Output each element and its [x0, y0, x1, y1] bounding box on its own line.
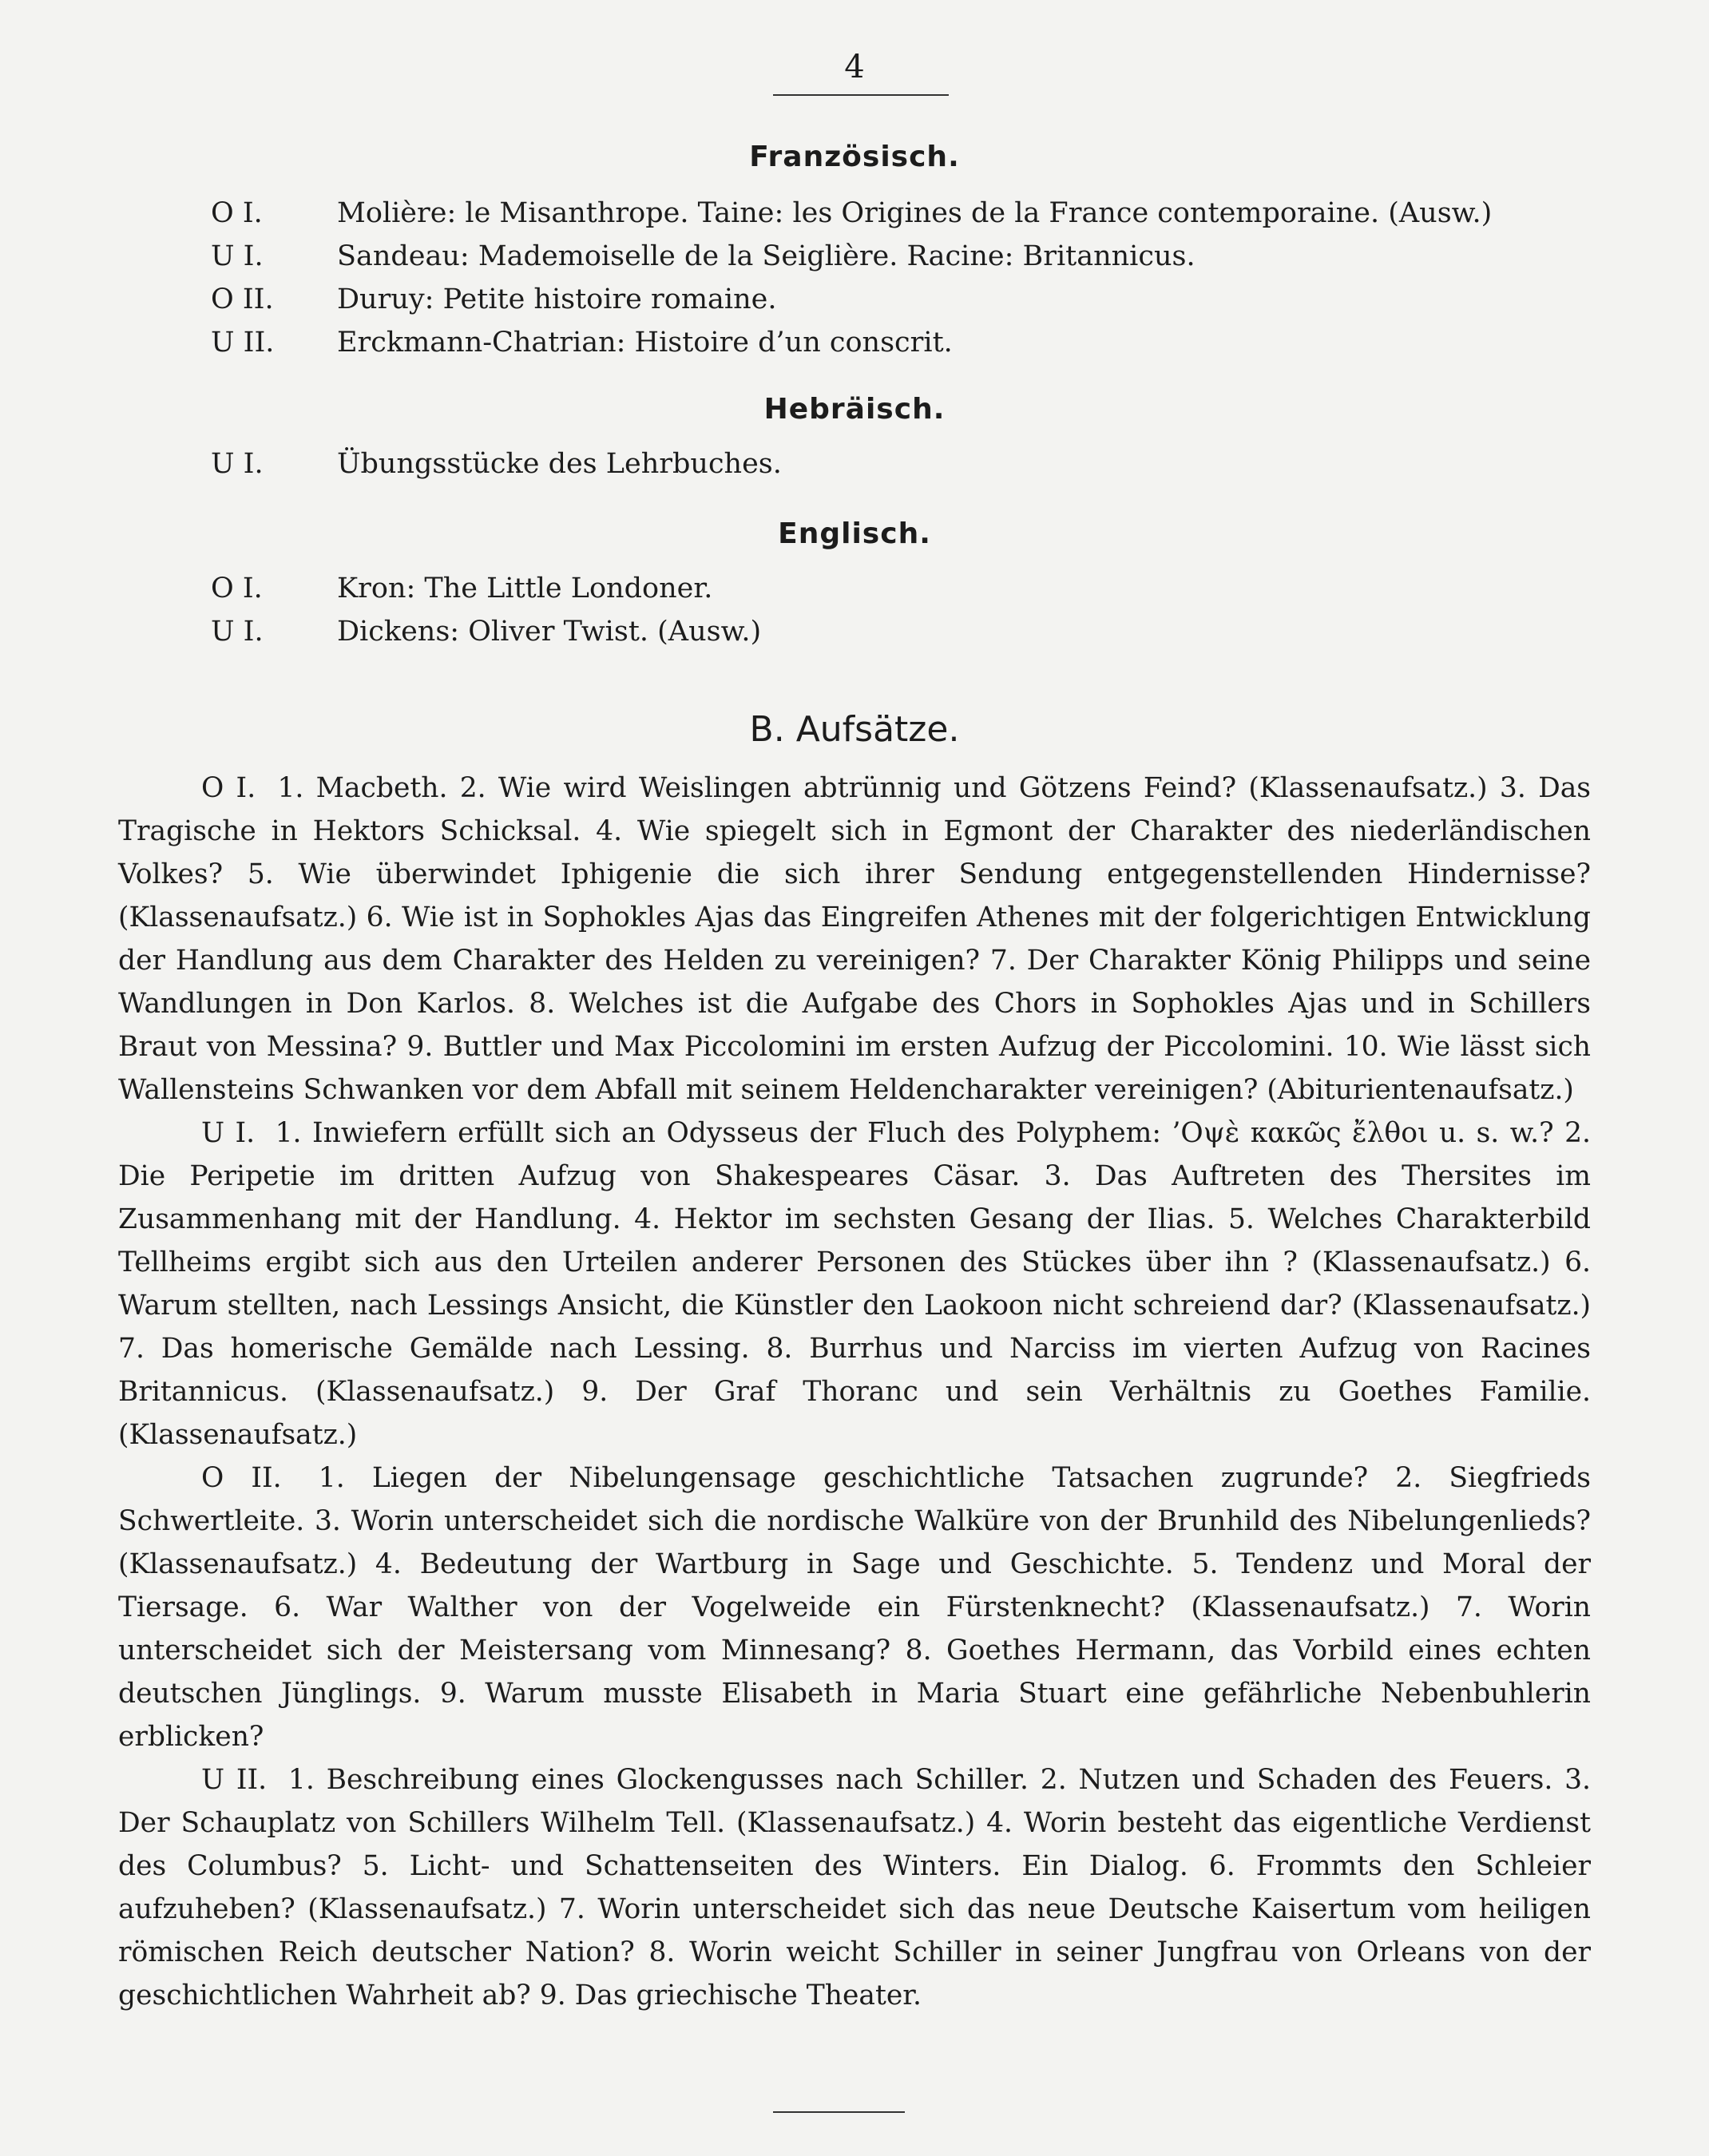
heading-essays: B. Aufsätze. — [749, 709, 960, 750]
top-rule — [773, 94, 949, 96]
class-label: O II. — [201, 1462, 282, 1494]
reading-row — [211, 235, 1600, 278]
reading-text: Kron: The Little Londoner. — [337, 573, 713, 604]
reading-row — [211, 192, 1600, 235]
heading-hebrew: Hebräisch. — [763, 393, 946, 426]
reading-text: Erckmann-Chatrian: Histoire d’un conscrit. — [337, 327, 953, 359]
essay-topics: 1. Beschreibung eines Glockengusses nach Schiller. 2. Nutzen und Schaden des Feuers. 3. Der Schauplatz von Schillers Wilhelm Tell. (Klassenaufsatz.) 4. Worin besteht das eigentliche Verdienst des Columbus? 5. Licht- und Schattenseiten des Winters. Ein Dialog. 6. Frommts den Schleier aufzuheben? (Klassenaufsatz.) 7. Worin unterscheidet sich das neue Deutsche Kaisertum vom heiligen römischen Reich deutscher Nation? 8. Worin weicht Schiller in seiner Jungfrau von Orleans von der geschichtlichen Wahrheit ab? 9. Das griechische Theater. — [118, 1764, 1592, 2011]
class-label: O I. — [211, 573, 263, 604]
class-label: O I. — [201, 772, 256, 804]
reading-text: Übungsstücke des Lehrbuches. — [337, 448, 782, 480]
reading-row — [211, 442, 1600, 485]
reading-row — [211, 278, 1600, 321]
heading-english: Englisch. — [778, 517, 931, 550]
class-label: O II. — [211, 283, 274, 315]
page-number: 4 — [844, 49, 865, 85]
essay-list — [118, 767, 1591, 2017]
essay-topics: 1. Macbeth. 2. Wie wird Weislingen abtrünnig und Götzens Feind? (Klassenaufsatz.) 3. Das Tragische in Hektors Schicksal. 4. Wie spiegelt sich in Egmont der Charakter des niederländischen Volkes? 5. Wie überwindet Iphigenie die sich ihrer Sendung entgegenstellenden Hindernisse? (Klassenaufsatz.) 6. Wie ist in Sophokles Ajas das Eingreifen Athenes mit der folgerichtigen Entwicklung der Handlung aus dem Charakter des Helden zu vereinigen? 7. Der Charakter König Philipps und seine Wandlungen in Don Karlos. 8. Welches ist die Aufgabe des Chors in Sophokles Ajas und in Schillers Braut von Messina? 9. Buttler und Max Piccolomini im ersten Aufzug der Piccolomini. 10. Wie lässt sich Wallensteins Schwanken vor dem Abfall mit seinem Heldencharakter vereinigen? (Abiturientenaufsatz.) — [118, 772, 1592, 1106]
reading-row — [211, 610, 1600, 653]
bottom-rule — [773, 2111, 905, 2113]
reading-text: Dickens: Oliver Twist. (Ausw.) — [337, 616, 762, 648]
heading-french: Französisch. — [749, 141, 960, 173]
essay-section — [118, 767, 1591, 1112]
essay-topics: 1. Liegen der Nibelungensage geschichtliche Tatsachen zugrunde? 2. Siegfrieds Schwertleite. 3. Worin unterscheidet sich die nordische Walküre von der Brunhild des Nibelungenlieds? (Klassenaufsatz.) 4. Bedeutung der Wartburg in Sage und Geschichte. 5. Tendenz und Moral der Tiersage. 6. War Walther von der Vogelweide ein Fürstenknecht? (Klassenaufsatz.) 7. Worin unterscheidet sich der Meistersang vom Minnesang? 8. Goethes Hermann, das Vorbild eines echten deutschen Jünglings. 9. Warum musste Elisabeth in Maria Stuart eine gefährliche Nebenbuhlerin erblicken? — [118, 1462, 1591, 1753]
essay-section — [118, 1112, 1591, 1456]
reading-row — [211, 321, 1600, 364]
essay-section — [118, 1456, 1591, 1758]
class-label: U II. — [211, 327, 275, 359]
essay-section — [118, 1758, 1591, 2017]
essay-topics: 1. Inwiefern erfüllt sich an Odysseus der Fluch des Polyphem: ’Οψὲ κακῶς ἔλθοι u. s. w.? 2. Die Peripetie im dritten Aufzug von Shakespeares Cäsar. 3. Das Auftreten des Thersites im Zusammenhang mit der Handlung. 4. Hektor im sechsten Gesang der Ilias. 5. Welches Charakterbild Tellheims ergibt sich aus den Urteilen anderer Personen des Stückes über ihn ? (Klassenaufsatz.) 6. Warum stellten, nach Lessings Ansicht, die Künstler den Laokoon nicht schreiend dar? (Klassenaufsatz.) 7. Das homerische Gemälde nach Lessing. 8. Burrhus und Narciss im vierten Aufzug von Racines Britannicus. (Klassenaufsatz.) 9. Der Graf Thoranc und sein Verhältnis zu Goethes Familie. (Klassenaufsatz.) — [118, 1117, 1592, 1451]
class-label: U I. — [211, 240, 264, 272]
class-label: U I. — [211, 616, 264, 648]
class-label: U I. — [211, 448, 264, 480]
class-label: O I. — [211, 197, 263, 229]
reading-row — [211, 567, 1600, 610]
reading-text: Molière: le Misanthrope. Taine: les Origines de la France contemporaine. (Ausw.) — [337, 197, 1493, 229]
reading-text: Sandeau: Mademoiselle de la Seiglière. Racine: Britannicus. — [337, 240, 1196, 272]
class-label: U I. — [201, 1117, 256, 1149]
reading-text: Duruy: Petite histoire romaine. — [337, 283, 777, 315]
class-label: U II. — [201, 1764, 268, 1796]
